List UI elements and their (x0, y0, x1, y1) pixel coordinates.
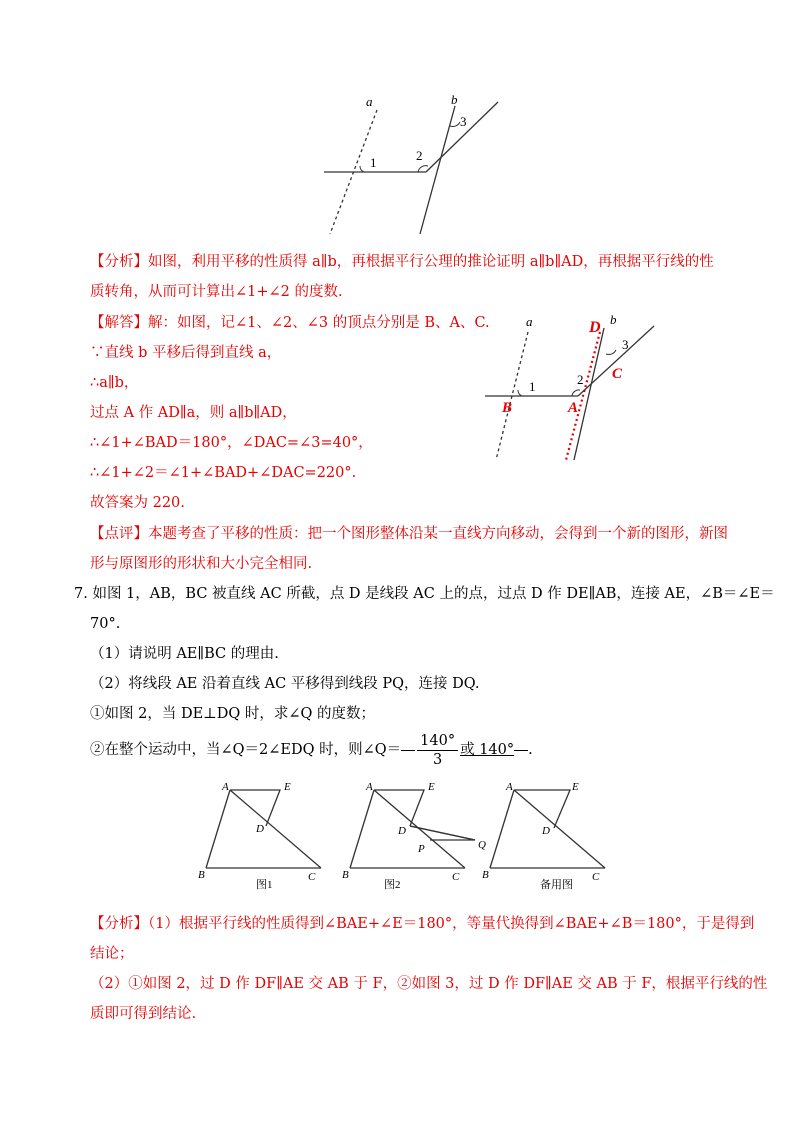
analysis-line-2: 质转角，从而可计算出∠1+∠2 的度数. (90, 284, 343, 300)
label-C: C (592, 871, 600, 883)
q7-line-2: 70°. (90, 616, 121, 632)
label-P: P (418, 843, 425, 855)
q7-line-1: 7. 如图 1，AB，BC 被直线 AC 所截，点 D 是线段 AC 上的点，过点 D 作 DE∥AB，连接 AE，∠B＝∠E＝ (74, 586, 775, 602)
label-3: 3 (622, 337, 629, 352)
analysis2-line-2: 结论； (90, 946, 134, 962)
label-A: A (366, 781, 373, 793)
caption-figure-2: 图2 (384, 879, 401, 891)
answer-numerator: 140° (417, 732, 458, 751)
label-Q: Q (478, 839, 486, 851)
comment-line-2: 形与原图形的形状和大小完全相同. (90, 556, 313, 572)
label-1: 1 (370, 155, 377, 170)
solution-line-1: 【解答】解：如图，记∠1、∠2、∠3 的顶点分别是 B、A、C. (90, 315, 490, 331)
label-B: B (482, 869, 489, 881)
figure-3 (480, 778, 620, 893)
analysis2-line-3: （2）①如图 2，过 D 作 DF∥AE 交 AB 于 F，②如图 3，过 D 作 DF∥AE 交 AB 于 F，根据平行线的性 (90, 976, 768, 992)
label-D: D (256, 823, 264, 835)
label-a: a (366, 94, 373, 109)
analysis-line-1: 【分析】如图，利用平移的性质得 a∥b，再根据平行公理的推论证明 a∥b∥AD，再根据平行线的性 (90, 254, 714, 270)
label-2: 2 (577, 372, 584, 387)
label-E: E (572, 781, 579, 793)
label-B: B (502, 400, 513, 416)
analysis2-line-1: 【分析】（1）根据平行线的性质得到∠BAE+∠E＝180°，等量代换得到∠BAE+∠B＝180°，于是得到 (90, 916, 755, 932)
q7-part-2-2-text: ②在整个运动中，当∠Q＝2∠EDQ 时，则∠Q＝ (90, 742, 402, 758)
label-C: C (308, 871, 316, 883)
label-2: 2 (416, 148, 423, 163)
label-C: C (452, 871, 460, 883)
label-A: A (506, 781, 513, 793)
label-a: a (526, 314, 533, 329)
q7-part-2-2 (90, 730, 533, 770)
solution-line-6: ∴∠1+∠2＝∠1+∠BAD+∠DAC=220°. (90, 465, 357, 481)
answer-denominator: 3 (433, 751, 443, 768)
label-D: D (542, 825, 550, 837)
q7-part-2: （2）将线段 AE 沿着直线 AC 平移得到线段 PQ，连接 DQ. (90, 676, 480, 692)
label-b: b (610, 312, 617, 327)
solution-line-4: 过点 A 作 AD∥a，则 a∥b∥AD， (90, 405, 297, 421)
figure-top (320, 92, 510, 242)
label-b: b (451, 92, 458, 107)
comment-line-1: 【点评】本题考查了平移的性质：把一个图形整体沿某一直线方向移动，会得到一个新的图形，新图 (90, 526, 728, 542)
label-1: 1 (529, 379, 536, 394)
label-C: C (612, 366, 623, 382)
analysis2-line-4: 质即可得到结论. (90, 1006, 197, 1022)
solution-line-5: ∴∠1+∠BAD＝180°，∠DAC=∠3=40°， (90, 435, 373, 451)
figure-solution (482, 312, 662, 464)
label-B: B (198, 869, 205, 881)
label-3: 3 (460, 114, 467, 129)
label-A: A (222, 781, 229, 793)
label-D: D (398, 825, 406, 837)
q7-end: . (528, 742, 533, 758)
solution-line-7: 故答案为 220. (90, 495, 185, 511)
q7-part-1: （1）请说明 AE∥BC 的理由. (90, 646, 279, 662)
label-B: B (342, 869, 349, 881)
solution-line-2: ∵直线 b 平移后得到直线 a， (90, 345, 282, 361)
caption-figure-1: 图1 (256, 879, 273, 891)
label-D: D (589, 319, 601, 336)
figure-2 (340, 778, 490, 893)
answer-or: 或 140° (460, 742, 515, 758)
answer-fraction (417, 732, 458, 769)
caption-figure-3: 备用图 (540, 879, 573, 891)
label-E: E (428, 781, 435, 793)
q7-part-2-1: ①如图 2，当 DE⊥DQ 时，求∠Q 的度数； (90, 706, 376, 722)
solution-line-3: ∴a∥b， (90, 375, 139, 391)
label-E: E (284, 781, 291, 793)
label-A: A (568, 400, 579, 416)
figure-1 (196, 778, 326, 893)
